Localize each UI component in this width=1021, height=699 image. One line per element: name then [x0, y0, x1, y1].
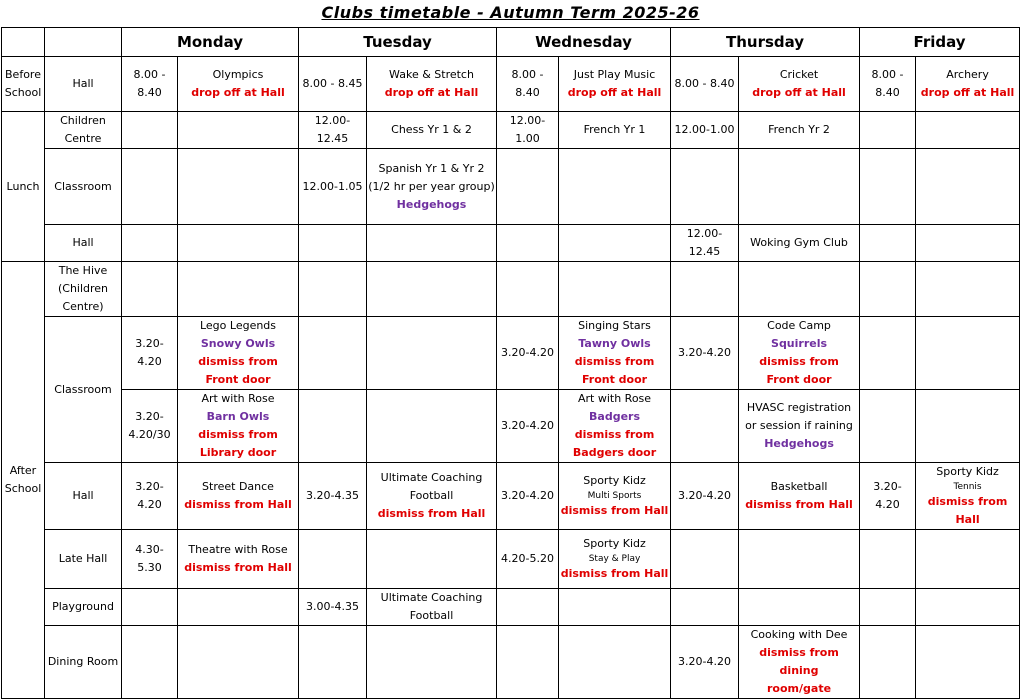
- empty-cell: [739, 530, 860, 589]
- club-cell: Spanish Yr 1 & Yr 2 (1/2 hr per year group) Hedgehogs: [367, 149, 497, 225]
- club-cell: Cricket drop off at Hall: [739, 57, 860, 112]
- empty-cell: [122, 112, 178, 149]
- location-label: The Hive (Children Centre): [45, 262, 122, 317]
- time-cell: 4.20-5.20: [497, 530, 559, 589]
- corner-cell: [2, 28, 45, 57]
- time-cell: 3.20-4.20: [497, 317, 559, 390]
- empty-cell: [739, 262, 860, 317]
- empty-cell: [122, 225, 178, 262]
- club-cell: Code Camp Squirrels dismiss from Front door: [739, 317, 860, 390]
- empty-cell: [497, 589, 559, 626]
- day-header-tuesday: Tuesday: [299, 28, 497, 57]
- empty-cell: [916, 589, 1020, 626]
- time-cell: 3.20- 4.20/30: [122, 390, 178, 463]
- empty-cell: [367, 225, 497, 262]
- empty-cell: [178, 112, 299, 149]
- empty-cell: [178, 149, 299, 225]
- empty-cell: [916, 149, 1020, 225]
- day-header-wednesday: Wednesday: [497, 28, 671, 57]
- empty-cell: [671, 262, 739, 317]
- time-cell: 3.20- 4.20: [122, 463, 178, 530]
- empty-cell: [860, 626, 916, 699]
- time-cell: 8.00 - 8.40: [671, 57, 739, 112]
- empty-cell: [860, 149, 916, 225]
- club-cell: Cooking with Dee dismiss from dining room/gate: [739, 626, 860, 699]
- empty-cell: [860, 112, 916, 149]
- empty-cell: [860, 225, 916, 262]
- dining-room-row: [2, 626, 1020, 699]
- empty-cell: [122, 149, 178, 225]
- time-cell: 12.00- 1.00: [497, 112, 559, 149]
- club-cell: Basketball dismiss from Hall: [739, 463, 860, 530]
- time-cell: 12.00-1.05: [299, 149, 367, 225]
- club-cell: HVASC registration or session if raining Hedgehogs: [739, 390, 860, 463]
- empty-cell: [299, 530, 367, 589]
- empty-cell: [559, 149, 671, 225]
- empty-cell: [367, 390, 497, 463]
- empty-cell: [916, 225, 1020, 262]
- empty-cell: [299, 317, 367, 390]
- empty-cell: [497, 149, 559, 225]
- location-label: Hall: [45, 225, 122, 262]
- day-header-friday: Friday: [860, 28, 1020, 57]
- empty-cell: [860, 262, 916, 317]
- time-cell: 12.00-1.00: [671, 112, 739, 149]
- empty-cell: [916, 317, 1020, 390]
- empty-cell: [299, 225, 367, 262]
- time-cell: 8.00 - 8.40: [122, 57, 178, 112]
- period-label: Lunch: [2, 112, 45, 262]
- club-cell: Olympics drop off at Hall: [178, 57, 299, 112]
- corner-cell: [45, 28, 122, 57]
- club-cell: French Yr 1: [559, 112, 671, 149]
- club-cell: Sporty Kidz Stay & Play dismiss from Hall: [559, 530, 671, 589]
- empty-cell: [367, 317, 497, 390]
- empty-cell: [178, 262, 299, 317]
- empty-cell: [178, 589, 299, 626]
- after-classroom-row-1: [2, 317, 1020, 390]
- time-cell: 3.20-4.20: [671, 626, 739, 699]
- day-header-thursday: Thursday: [671, 28, 860, 57]
- empty-cell: [559, 225, 671, 262]
- empty-cell: [178, 225, 299, 262]
- location-label: Playground: [45, 589, 122, 626]
- empty-cell: [122, 262, 178, 317]
- timetable: [1, 27, 1020, 699]
- club-cell: Archery drop off at Hall: [916, 57, 1020, 112]
- club-cell: French Yr 2: [739, 112, 860, 149]
- empty-cell: [671, 390, 739, 463]
- club-cell: Lego Legends Snowy Owls dismiss from Front door: [178, 317, 299, 390]
- after-hive-row: [2, 262, 1020, 317]
- period-label: Before School: [2, 57, 45, 112]
- time-cell: 3.20-4.20: [497, 390, 559, 463]
- location-label: Hall: [45, 57, 122, 112]
- time-cell: 3.20- 4.20: [122, 317, 178, 390]
- before-school-row: [2, 57, 1020, 112]
- club-cell: Sporty Kidz Tennis dismiss from Hall: [916, 463, 1020, 530]
- empty-cell: [916, 390, 1020, 463]
- empty-cell: [299, 262, 367, 317]
- lunch-hall-row: [2, 225, 1020, 262]
- empty-cell: [916, 262, 1020, 317]
- empty-cell: [671, 589, 739, 626]
- time-cell: 3.20-4.20: [671, 317, 739, 390]
- time-cell: 4.30- 5.30: [122, 530, 178, 589]
- location-label: Classroom: [45, 149, 122, 225]
- time-cell: 8.00 - 8.40: [860, 57, 916, 112]
- empty-cell: [497, 626, 559, 699]
- time-cell: 3.00-4.35: [299, 589, 367, 626]
- time-cell: 3.20-4.20: [671, 463, 739, 530]
- location-label: Dining Room: [45, 626, 122, 699]
- empty-cell: [497, 225, 559, 262]
- empty-cell: [916, 112, 1020, 149]
- time-cell: 8.00 - 8.45: [299, 57, 367, 112]
- time-cell: 3.20-4.20: [497, 463, 559, 530]
- location-label: Hall: [45, 463, 122, 530]
- empty-cell: [671, 149, 739, 225]
- page-title: [0, 0, 1021, 26]
- lunch-classroom-row: [2, 149, 1020, 225]
- empty-cell: [299, 390, 367, 463]
- empty-cell: [559, 262, 671, 317]
- empty-cell: [178, 626, 299, 699]
- title-text: Clubs timetable - Autumn Term 2025-26: [321, 3, 700, 22]
- club-cell: Theatre with Rose dismiss from Hall: [178, 530, 299, 589]
- playground-row: [2, 589, 1020, 626]
- lunch-children-centre-row: [2, 112, 1020, 149]
- late-hall-row: [2, 530, 1020, 589]
- empty-cell: [860, 530, 916, 589]
- empty-cell: [122, 626, 178, 699]
- empty-cell: [916, 626, 1020, 699]
- club-cell: Ultimate Coaching Football: [367, 589, 497, 626]
- club-cell: Ultimate Coaching Football dismiss from Hall: [367, 463, 497, 530]
- club-cell: Art with Rose Barn Owls dismiss from Library door: [178, 390, 299, 463]
- empty-cell: [367, 626, 497, 699]
- club-cell: Wake & Stretch drop off at Hall: [367, 57, 497, 112]
- empty-cell: [122, 589, 178, 626]
- empty-cell: [860, 390, 916, 463]
- empty-cell: [367, 262, 497, 317]
- location-label: Late Hall: [45, 530, 122, 589]
- club-cell: Street Dance dismiss from Hall: [178, 463, 299, 530]
- location-label: Classroom: [45, 317, 122, 463]
- time-cell: 12.00- 12.45: [299, 112, 367, 149]
- club-cell: Singing Stars Tawny Owls dismiss from Front door: [559, 317, 671, 390]
- empty-cell: [497, 262, 559, 317]
- time-cell: 12.00- 12.45: [671, 225, 739, 262]
- time-cell: 3.20-4.35: [299, 463, 367, 530]
- location-label: Children Centre: [45, 112, 122, 149]
- empty-cell: [367, 530, 497, 589]
- empty-cell: [860, 589, 916, 626]
- empty-cell: [739, 589, 860, 626]
- time-cell: 8.00 - 8.40: [497, 57, 559, 112]
- period-label: After School: [2, 262, 45, 699]
- club-cell: Sporty Kidz Multi Sports dismiss from Hall: [559, 463, 671, 530]
- empty-cell: [860, 317, 916, 390]
- after-classroom-row-2: [2, 390, 1020, 463]
- empty-cell: [299, 626, 367, 699]
- time-cell: 3.20- 4.20: [860, 463, 916, 530]
- club-cell: Woking Gym Club: [739, 225, 860, 262]
- club-cell: Chess Yr 1 & 2: [367, 112, 497, 149]
- after-hall-row: [2, 463, 1020, 530]
- header-row: [2, 28, 1020, 57]
- empty-cell: [916, 530, 1020, 589]
- empty-cell: [559, 626, 671, 699]
- club-cell: Art with Rose Badgers dismiss from Badgers door: [559, 390, 671, 463]
- day-header-monday: Monday: [122, 28, 299, 57]
- empty-cell: [559, 589, 671, 626]
- empty-cell: [671, 530, 739, 589]
- empty-cell: [739, 149, 860, 225]
- club-cell: Just Play Music drop off at Hall: [559, 57, 671, 112]
